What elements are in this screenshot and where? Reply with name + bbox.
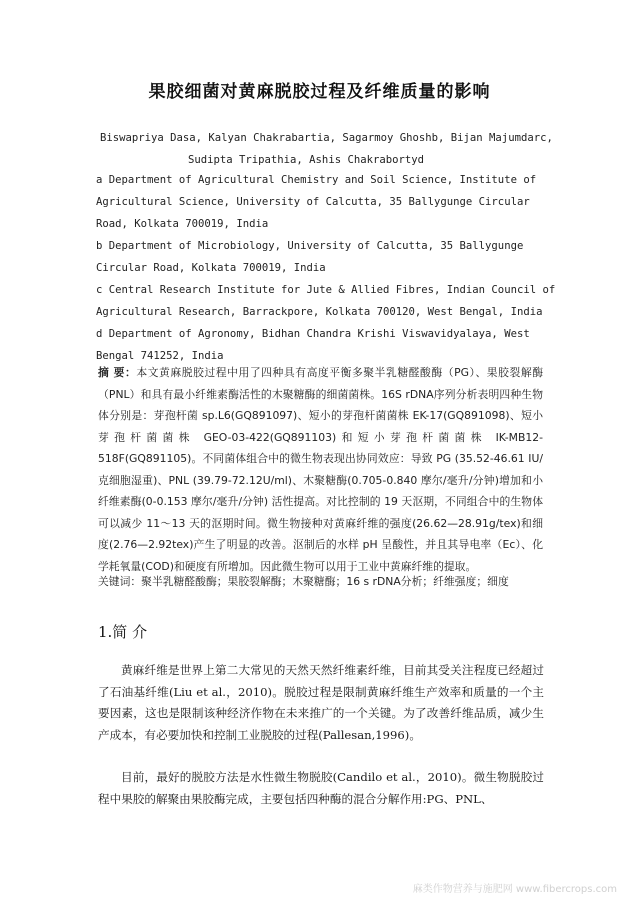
affiliation-d: d Department of Agronomy, Bidhan Chandra Krishi Viswavidyalaya, West Bengal 741252, India bbox=[96, 328, 530, 362]
affiliation-b: b Department of Microbiology, University of Calcutta, 35 Ballygunge Circular Road, Kolkata 700019, India bbox=[96, 240, 524, 274]
abstract bbox=[98, 362, 543, 577]
author-list bbox=[100, 127, 570, 171]
affiliation-list bbox=[96, 169, 556, 367]
body-paragraph-1: 黄麻纤维是世界上第二大常见的天然天然纤维素纤维，目前其受关注程度已经超过了石油基纤维(Liu et al.，2010)。脱胶过程是限制黄麻纤维生产效率和质量的一个主要因素，这也是限制该种经济作物在未来推广的一个关键。为了改善纤维品质，减少生产成本，有必要加快和控制工业脱胶的过程(Pallesan,1996)。 bbox=[98, 663, 544, 742]
site-watermark: 麻类作物营养与施肥网 www.fibercrops.com bbox=[412, 884, 617, 895]
affiliation-a: a Department of Agricultural Chemistry and Soil Science, Institute of Agricultural Science, University of Calcutta, 35 Ballygunge Circular Road, Kolkata 700019, India bbox=[96, 174, 537, 230]
section-heading-introduction: 1.简 介 bbox=[98, 623, 148, 641]
abstract-label: 摘 要： bbox=[98, 366, 137, 379]
author-line-2: Sudipta Tripathia, Ashis Chakrabortyd bbox=[188, 154, 424, 166]
abstract-text: 本文黄麻脱胶过程中用了四种具有高度平衡多聚半乳糖醛酸酶（PG）、果胶裂解酶（PNL）和具有最小纤维素酶活性的木聚糖酶的细菌菌株。16S rDNA序列分析表明四种生物体分别是：芽孢杆菌 sp.L6(GQ891097)、短小的芽孢杆菌菌株 EK-17(GQ891098)、短小芽孢杆菌菌株 GEO-03-422(GQ891103)和短小芽孢杆菌菌株 IK-MB12-518F(GQ891105)。不同菌体组合中的微生物表现出协同效应：导致 PG (35.52-46.61 IU/克细胞湿重)、PNL (39.79-72.12U/ml)、木聚糖酶(0.705-0.840 摩尔/毫升/分钟)增加和小纤维素酶(0-0.153 摩尔/毫升/分钟) 活性提高。对比控制的 19 天沤期，不同组合中的生物体可以减少 11～13 天的沤期时间。微生物接种对黄麻纤维的强度(26.62—28.91g/tex)和细度(2.76—2.92tex)产生了明显的改善。沤制后的水样 pH 呈酸性，并且其导电率（Ec）、化学耗氧量(COD)和硬度有所增加。因此微生物可以用于工业中黄麻纤维的提取。 bbox=[98, 366, 543, 573]
body-paragraph-2: 目前，最好的脱胶方法是水性微生物脱胶(Candilo et al.，2010)。微生物脱胶过程中果胶的解聚由果胶酶完成，主要包括四种酶的混合分解作用:PG、PNL、 bbox=[98, 770, 544, 806]
affiliation-c: c Central Research Institute for Jute & Allied Fibres, Indian Council of Agricultural Research, Barrackpore, Kolkata 700120, West Bengal, India bbox=[96, 284, 556, 318]
paper-title: 果胶细菌对黄麻脱胶过程及纤维质量的影响 bbox=[148, 82, 491, 102]
author-line-1: Biswapriya Dasa, Kalyan Chakrabartia, Sagarmoy Ghoshb, Bijan Majumdarc, bbox=[100, 132, 553, 144]
keywords: 关键词：聚半乳糖醛酸酶；果胶裂解酶；木聚糖酶；16 s rDNA分析；纤维强度；细度 bbox=[98, 575, 509, 588]
